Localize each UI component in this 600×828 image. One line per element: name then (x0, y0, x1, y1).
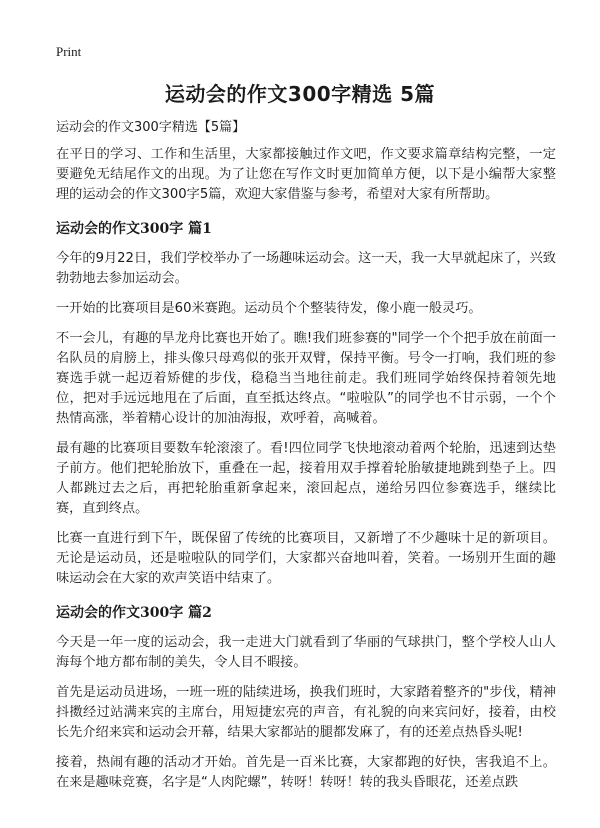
section-heading: 运动会的作文300字 篇2 (56, 605, 212, 621)
paragraph: 今年的9月22日，我们学校举办了一场趣味运动会。这一天，我一大早就起床了，兴致勃勃地去参加运动会。 (56, 251, 556, 286)
section-1 (56, 219, 556, 589)
paragraph: 比赛一直进行到下午，既保留了传统的比赛项目，又新增了不少趣味十足的新项目。无论是运动员，还是啦啦队的同学们，大家都兴奋地叫着，笑着。一场别开生面的趣味运动会在大家的欢声笑语中结束了。 (56, 531, 556, 586)
document-body (56, 119, 556, 803)
paragraph: 不一会儿，有趣的旱龙舟比赛也开始了。瞧!我们班参赛的"同学一个个把手放在前面一名队员的肩膀上，排头像只母鸡似的张开双臂，保持平衡。号令一打响，我们班的参赛选手就一起迈着矫健的步伐，稳稳当当地往前走。我们班同学始终保持着领先地位，把对手远远地甩在了后面，直至抵达终点。“啦啦队”的同学也不甘示弱，一个个热情高涨，举着精心设计的加油海报，欢呼着，高喊着。 (56, 331, 556, 426)
paragraph: 一开始的比赛项目是60米赛跑。运动员个个整装待发，像小鹿一般灵巧。 (56, 301, 482, 316)
section-2 (56, 603, 556, 793)
paragraph: 最有趣的比赛项目要数车轮滚滚了。看!四位同学飞快地滚动着两个轮胎，迅速到达垫子前方。他们把轮胎放下，重叠在一起，接着用双手撑着轮胎敏捷地跳到垫子上。四人都跳过去之后，再把轮胎重新拿起来，滚回起点，递给另四位参赛选手，继续比赛，直到终点。 (56, 441, 556, 516)
paragraph: 今天是一年一度的运动会，我一走进大门就看到了华丽的气球拱门，整个学校人山人海每个地方都布制的美失，令人目不暇接。 (56, 635, 556, 670)
paragraph: 接着，热闹有趣的活动才开始。首先是一百米比赛，大家都跑的好快，害我追不上。在来是趣味竞赛，名字是“人肉陀螺”，转呀！转呀！转的我头昏眼花，还差点跌 (56, 755, 556, 790)
print-label: Print (56, 44, 82, 59)
document-subtitle: 运动会的作文300字精选【5篇】 (56, 120, 246, 135)
intro-paragraph: 在平日的学习、工作和生活里，大家都接触过作文吧，作文要求篇章结构完整，一定要避免无结尾作文的出现。为了让您在写作文时更加简单方便，以下是小编帮大家整理的运动会的作文300字5篇，欢迎大家借鉴与参考，希望对大家有所帮助。 (56, 147, 556, 202)
document-title: 运动会的作文300字精选 5篇 (164, 82, 436, 106)
section-heading: 运动会的作文300字 篇1 (56, 221, 212, 237)
paragraph: 首先是运动员进场，一班一班的陆续进场，换我们班时，大家踏着整齐的"步伐，精神抖擞经过站满来宾的主席台，用短捷宏亮的声音，有礼貌的向来宾问好，接着，由校长先介绍来宾和运动会开幕，结果大家都站的腿都发麻了，有的还差点热昏头呢! (56, 685, 556, 740)
